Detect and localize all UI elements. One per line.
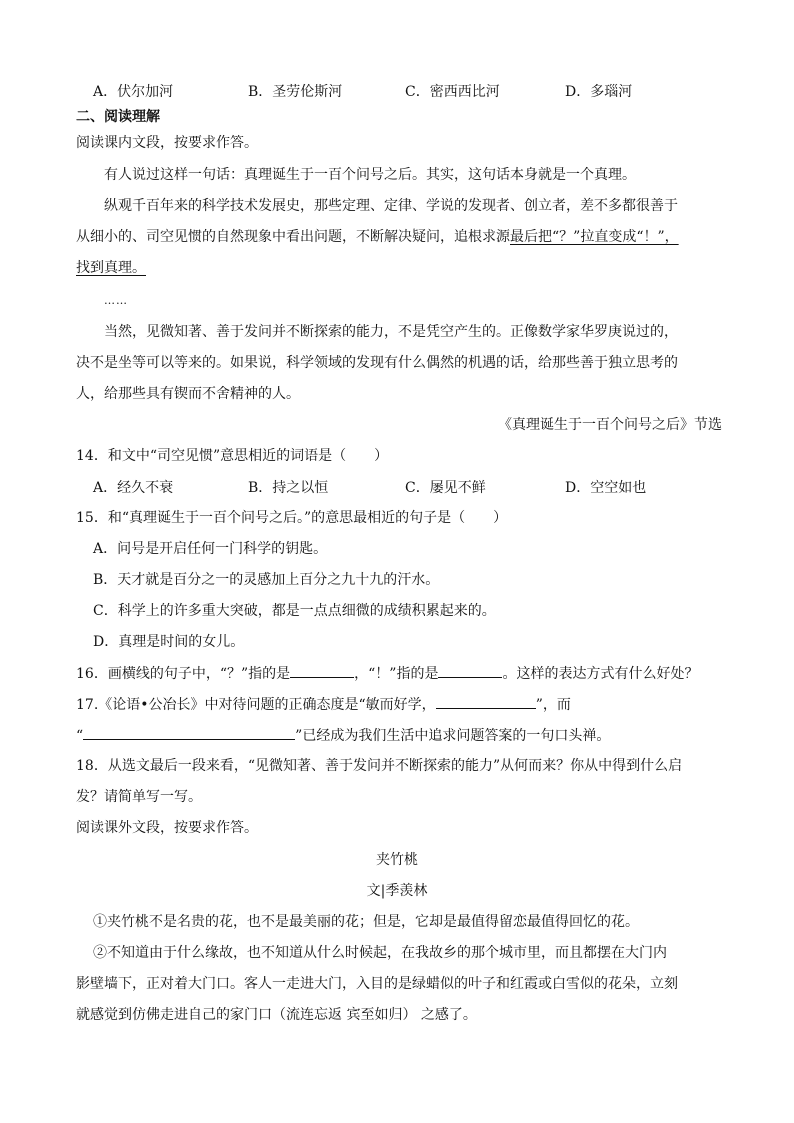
q16-text-1: 16．画横线的句子中，“？”指的是 xyxy=(76,666,291,682)
reading1-paragraph-2-line-2 xyxy=(76,227,679,247)
q17-text-1: 17.《论语•公冶长》中对待问题的正确态度是“敏而好学， xyxy=(76,697,436,713)
reading2-instruction: 阅读课外文段，按要求作答。 xyxy=(76,820,258,836)
reading1-instruction: 阅读课内文段，按要求作答。 xyxy=(76,135,258,151)
reading2-paragraph-1: ①夹竹桃不是名贵的花，也不是最美丽的花；但是，它却是最值得留恋最值得回忆的花。 xyxy=(93,914,639,930)
q15-option-d: D．真理是时间的女儿。 xyxy=(93,634,245,650)
q17-blank-1[interactable] xyxy=(436,694,536,709)
reading1-paragraph-2-line-1: 纵观千百年来的科学技术发展史，那些定理、定律、学说的发现者、创立者，差不多都很善于 xyxy=(104,198,678,214)
section-title-reading: 二、阅读理解 xyxy=(76,109,160,125)
q13-option-a: A．伏尔加河 xyxy=(93,84,174,100)
reading2-paragraph-2-line-2: 影壁墙下，正对着大门口。客人一走进大门，入目的是绿蜡似的叶子和红霞或白雪似的花朵，立刻 xyxy=(76,976,678,992)
q13-options xyxy=(93,81,632,101)
reading2-author: 文|季羡林 xyxy=(366,883,428,899)
q17-open-quote: “ xyxy=(76,728,84,744)
q14-option-d: D．空空如也 xyxy=(565,480,647,496)
reading1-paragraph-1: 有人说过这样一句话：真理诞生于一百个问号之后。其实，这句话本身就是一个真理。 xyxy=(104,167,636,183)
reading1-paragraph-3-line-3: 人，给那些具有锲而不舍精神的人。 xyxy=(76,386,300,402)
q17-text-3: ”已经成为我们生活中追求问题答案的一句口头禅。 xyxy=(295,728,611,744)
q17-question-line-2 xyxy=(76,725,610,746)
q13-option-c: C．密西西比河 xyxy=(405,84,500,100)
q13-option-d: D．多瑙河 xyxy=(565,84,633,100)
q15-option-b: B．天才就是百分之一的灵感加上百分之九十九的汗水。 xyxy=(93,572,440,588)
reading1-paragraph-3-line-2: 决不是坐等可以等来的。如果说，科学领域的发现有什么偶然的机遇的话，给那些善于独立思考的 xyxy=(76,355,678,371)
q16-blank-1[interactable] xyxy=(290,663,354,678)
q16-text-2: ，“！”指的是 xyxy=(354,666,439,682)
q14-option-a: A．经久不衰 xyxy=(93,480,174,496)
q15-stem: 15．和“真理诞生于一百个问号之后。”的意思最相近的句子是（ ） xyxy=(76,510,508,526)
underlined-sentence-part-1: 最后把“？”拉直变成“！”， xyxy=(510,229,679,245)
q14-stem: 14．和文中“司空见惯”意思相近的词语是（ ） xyxy=(76,448,389,464)
q17-question-line-1 xyxy=(76,694,571,715)
q18-question-line-2: 发？请简单写一写。 xyxy=(76,789,202,805)
reading1-paragraph-3-line-1: 当然，见微知著、善于发问并不断探索的能力，不是凭空产生的。正像数学家华罗庚说过的， xyxy=(104,324,678,340)
q14-options xyxy=(93,477,646,497)
reading2-title: 夹竹桃 xyxy=(376,852,418,868)
reading2-paragraph-2-line-3: 就感觉到仿佛走进自己的家门口（流连忘返 宾至如归） 之感了。 xyxy=(76,1007,477,1023)
reading1-source: 《真理诞生于一百个问号之后》节选 xyxy=(498,417,722,433)
reading1-p2-plain: 从细小的、司空见惯的自然现象中看出问题，不断解决疑问，追根求源 xyxy=(76,229,510,245)
q16-text-3: 。这样的表达方式有什么好处？ xyxy=(502,666,699,682)
q18-question-line-1: 18．从选文最后一段来看，“见微知著、善于发问并不断探索的能力”从何而来？你从中得到什么启 xyxy=(76,758,683,774)
q14-option-b: B．持之以恒 xyxy=(248,480,329,496)
q16-question xyxy=(76,663,698,684)
q17-text-2: ”，而 xyxy=(535,697,571,713)
reading2-paragraph-2-line-1: ②不知道由于什么缘故，也不知道从什么时候起，在我故乡的那个城市里，而且都摆在大门内 xyxy=(93,945,667,961)
q13-option-b: B．圣劳伦斯河 xyxy=(248,84,343,100)
q14-option-c: C．屡见不鲜 xyxy=(405,480,486,496)
q16-blank-2[interactable] xyxy=(438,663,502,678)
underlined-sentence-part-2: 找到真理。 xyxy=(76,260,146,276)
q15-option-c: C．科学上的许多重大突破，都是一点点细微的成绩积累起来的。 xyxy=(93,603,496,619)
q17-blank-2[interactable] xyxy=(83,725,295,740)
q15-option-a: A．问号是开启任何一门科学的钥匙。 xyxy=(93,541,328,557)
reading1-ellipsis: …… xyxy=(104,294,128,307)
